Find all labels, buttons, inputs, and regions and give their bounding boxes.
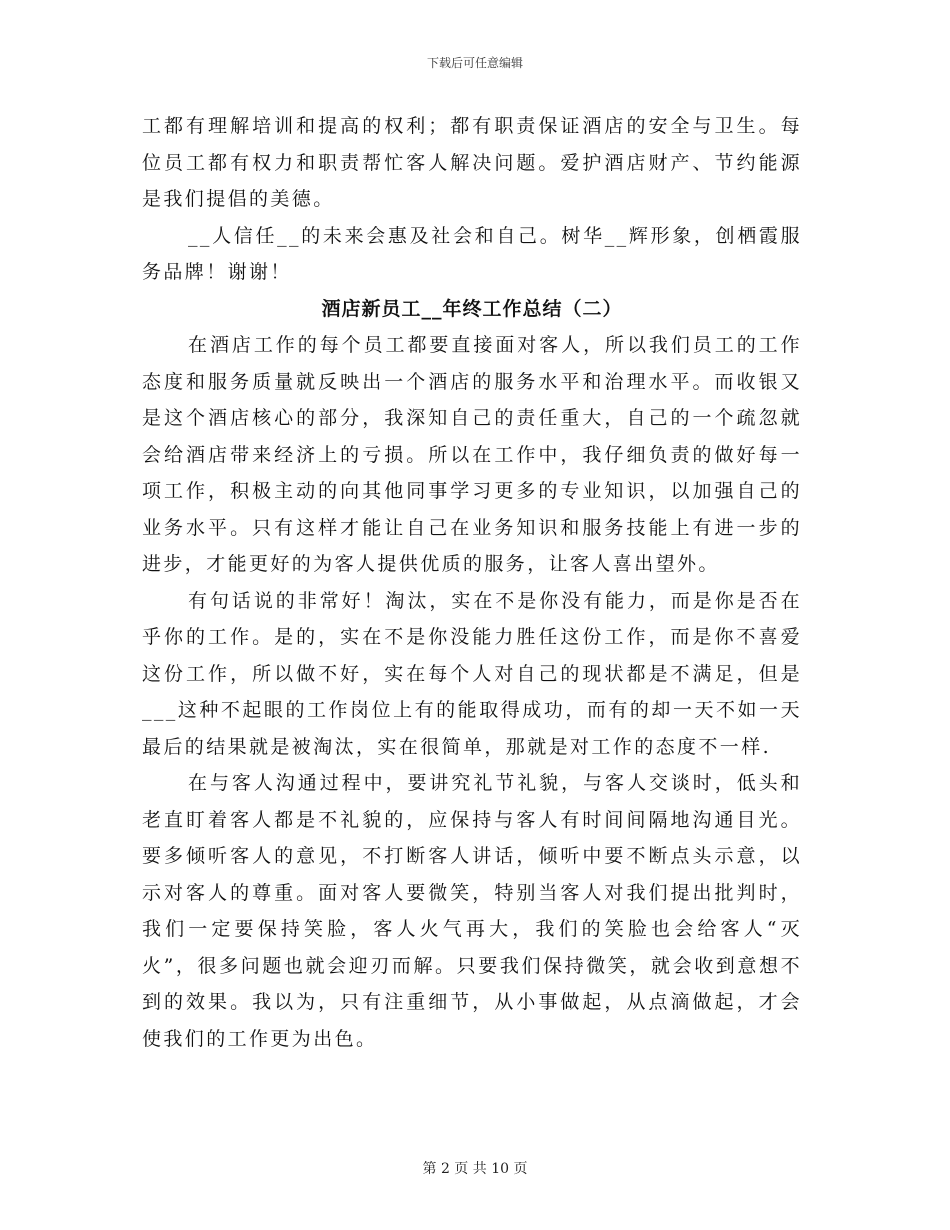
paragraph-communication: 在与客人沟通过程中，要讲究礼节礼貌，与客人交谈时，低头和老直盯着客人都是不礼貌的，应保持与客人有时间间隔地沟通目光。要多倾听客人的意见，不打断客人讲话，倾听中要不断点头示意，以示对客人的尊重。面对客人要微笑，特别当客人对我们提出批判时，我们一定要保持笑脸，客人火气再大，我们的笑脸也会给客人“灭火”，很多问题也就会迎刃而解。只要我们保持微笑，就会收到意想不到的效果。我以为，只有注重细节，从小事做起，从点滴做起，才会使我们的工作更为出色。	[142, 772, 802, 1050]
document-body	[142, 108, 802, 1057]
paragraph-continued: 工都有理解培训和提高的权利；都有职责保证酒店的安全与卫生。每位员工都有权力和职责帮忙客人解决问题。爱护酒店财产、节约能源是我们提倡的美德。	[142, 115, 802, 210]
page-number-footer: 第 2 页 共 10 页	[422, 1161, 528, 1177]
paragraph-closing: __人信任__的未来会惠及社会和自己。树华__辉形象，创栖霞服务品牌！谢谢！	[142, 224, 802, 283]
section-title: 酒店新员工__年终工作总结（二）	[321, 297, 623, 320]
page-header: 下载后可任意编辑	[426, 56, 523, 70]
paragraph-elimination: 有句话说的非常好！淘汰，实在不是你没有能力，而是你是否在乎你的工作。是的，实在不是你没能力胜任这份工作，而是你不喜爱这份工作，所以做不好，实在每个人对自己的现状都是不满足，但是___这种不起眼的工作岗位上有的能取得成功，而有的却一天不如一天最后的结果就是被淘汰，实在很简单，那就是对工作的态度不一样.	[142, 589, 802, 758]
paragraph-work-attitude: 在酒店工作的每个员工都要直接面对客人，所以我们员工的工作态度和服务质量就反映出一个酒店的服务水平和治理水平。而收银又是这个酒店核心的部分，我深知自己的责任重大，自己的一个疏忽就会给酒店带来经济上的亏损。所以在工作中，我仔细负责的做好每一项工作，积极主动的向其他同事学习更多的专业知识，以加强自己的业务水平。只有这样才能让自己在业务知识和服务技能上有进一步的进步，才能更好的为客人提供优质的服务，让客人喜出望外。	[142, 334, 802, 575]
